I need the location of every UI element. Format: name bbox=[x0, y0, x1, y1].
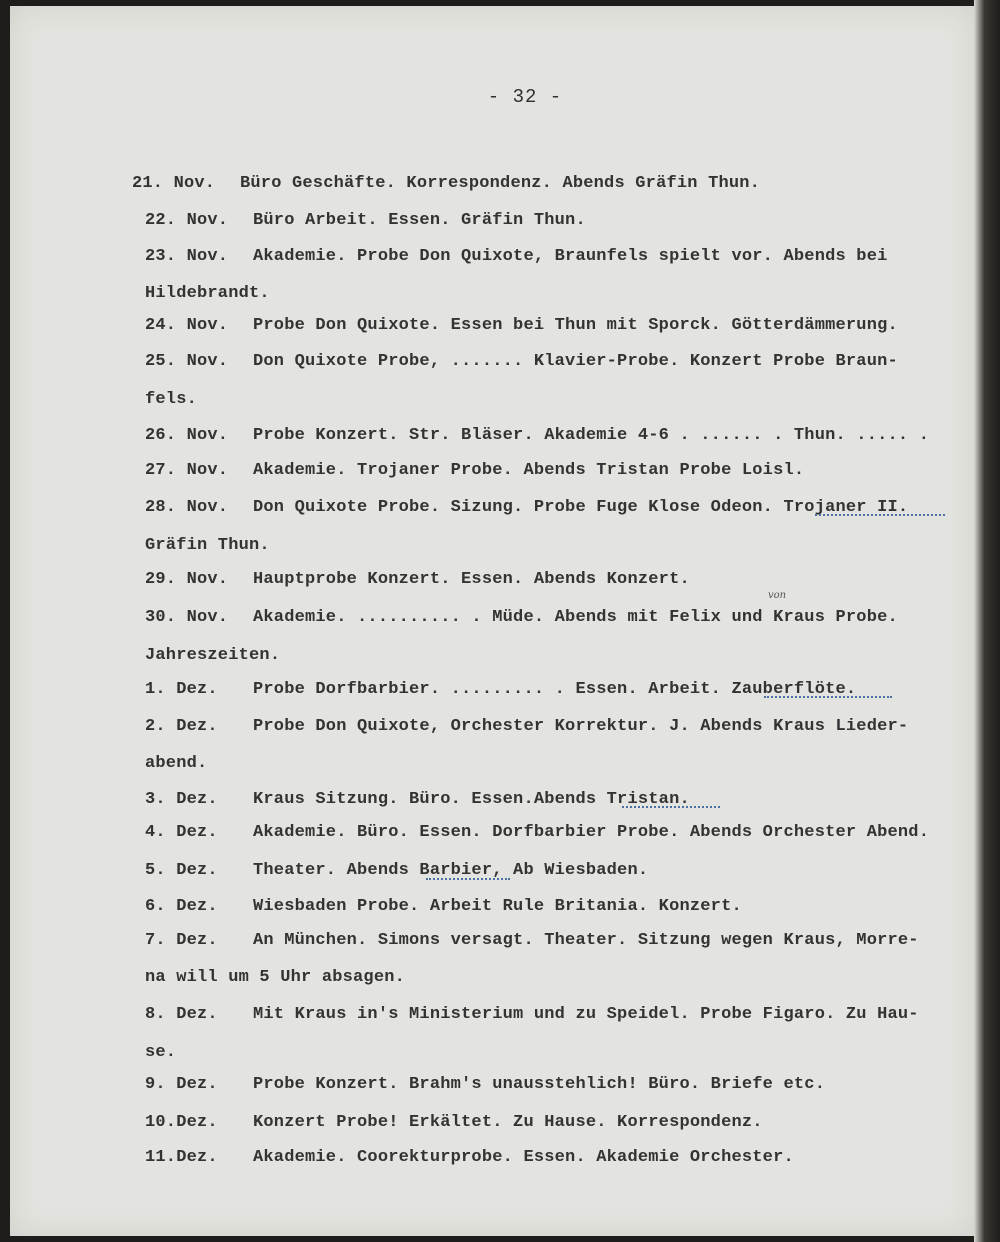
entry-date: 9. Dez. bbox=[145, 1075, 218, 1094]
entry-line bbox=[145, 897, 742, 916]
entry-line bbox=[145, 1075, 825, 1094]
entry-line bbox=[145, 247, 888, 266]
entry-line bbox=[145, 1005, 919, 1024]
entry-text: Probe Konzert. Brahm's unausstehlich! Büro. Briefe etc. bbox=[253, 1075, 826, 1094]
entry-line bbox=[145, 1043, 176, 1062]
entry-date: 10.Dez. bbox=[145, 1113, 218, 1132]
entry-text: na will um 5 Uhr absagen. bbox=[145, 968, 406, 987]
entry-line bbox=[145, 284, 270, 303]
entry-date: 28. Nov. bbox=[145, 498, 229, 517]
entry-line bbox=[145, 823, 929, 842]
entry-line bbox=[145, 211, 586, 230]
entry-line bbox=[145, 717, 908, 736]
entry-line bbox=[145, 754, 207, 773]
entry-text: Probe Don Quixote, Orchester Korrektur. J. Abends Kraus Lieder- bbox=[253, 717, 909, 736]
entry-line bbox=[145, 1113, 763, 1132]
entry-line bbox=[145, 390, 197, 409]
entry-text: Probe Konzert. Str. Bläser. Akademie 4-6 . ...... . Thun. ..... . bbox=[253, 426, 930, 445]
entry-text: Wiesbaden Probe. Arbeit Rule Britania. Konzert. bbox=[253, 897, 742, 916]
entry-text: abend. bbox=[145, 754, 208, 773]
entry-date: 11.Dez. bbox=[145, 1148, 218, 1167]
entry-text: fels. bbox=[145, 390, 198, 409]
entry-date: 22. Nov. bbox=[145, 211, 229, 230]
entry-text: Akademie. Probe Don Quixote, Braunfels spielt vor. Abends bei bbox=[253, 247, 888, 266]
entry-date: 7. Dez. bbox=[145, 931, 218, 950]
entry-line bbox=[145, 680, 856, 699]
underline-mark bbox=[764, 696, 892, 698]
entry-line bbox=[145, 968, 405, 987]
entry-text: Gräfin Thun. bbox=[145, 536, 270, 555]
entry-text: se. bbox=[145, 1043, 177, 1062]
entry-date: 5. Dez. bbox=[145, 861, 218, 880]
entry-date: 24. Nov. bbox=[145, 316, 229, 335]
entry-text: Akademie. Trojaner Probe. Abends Tristan Probe Loisl. bbox=[253, 461, 805, 480]
underline-mark bbox=[426, 878, 510, 880]
entry-text: Konzert Probe! Erkältet. Zu Hause. Korrespondenz. bbox=[253, 1113, 763, 1132]
entry-text: Hauptprobe Konzert. Essen. Abends Konzert. bbox=[253, 570, 690, 589]
entry-line bbox=[145, 426, 929, 445]
entry-text: Mit Kraus in's Ministerium und zu Speidel. Probe Figaro. Zu Hau- bbox=[253, 1005, 919, 1024]
underline-mark bbox=[815, 514, 945, 516]
entry-text: Büro Arbeit. Essen. Gräfin Thun. bbox=[253, 211, 586, 230]
entry-date: 25. Nov. bbox=[145, 352, 229, 371]
entry-line bbox=[145, 861, 648, 880]
handwritten-correction: von bbox=[768, 590, 787, 601]
entry-line bbox=[145, 931, 919, 950]
entry-line bbox=[145, 646, 280, 665]
entry-text: Probe Don Quixote. Essen bei Thun mit Sporck. Götterdämmerung. bbox=[253, 316, 898, 335]
page-number: - 32 - bbox=[487, 86, 563, 108]
entry-date: 27. Nov. bbox=[145, 461, 229, 480]
entry-line bbox=[145, 608, 898, 627]
entry-text: Hildebrandt. bbox=[145, 284, 270, 303]
entry-date: 3. Dez. bbox=[145, 790, 218, 809]
entry-text: Kraus Sitzung. Büro. Essen.Abends Tristan. bbox=[253, 790, 690, 809]
entry-date: 4. Dez. bbox=[145, 823, 218, 842]
entry-text: Akademie. Büro. Essen. Dorfbarbier Probe. Abends Orchester Abend. bbox=[253, 823, 930, 842]
entry-text: Akademie. .......... . Müde. Abends mit Felix und Kraus Probe. bbox=[253, 608, 898, 627]
entry-text: Büro Geschäfte. Korrespondenz. Abends Gräfin Thun. bbox=[240, 174, 761, 193]
entry-line bbox=[145, 790, 690, 809]
underline-mark bbox=[622, 806, 720, 808]
entry-date: 29. Nov. bbox=[145, 570, 229, 589]
entry-text: Don Quixote Probe. Sizung. Probe Fuge Klose Odeon. Trojaner II. bbox=[253, 498, 909, 517]
entry-line bbox=[145, 536, 270, 555]
entry-date: 21. Nov. bbox=[132, 174, 216, 193]
entry-date: 23. Nov. bbox=[145, 247, 229, 266]
entry-text: Jahreszeiten. bbox=[145, 646, 281, 665]
entry-line bbox=[145, 352, 898, 371]
entry-text: Probe Dorfbarbier. ......... . Essen. Arbeit. Zauberflöte. bbox=[253, 680, 857, 699]
entry-line bbox=[145, 316, 898, 335]
entry-line bbox=[145, 461, 804, 480]
entry-date: 1. Dez. bbox=[145, 680, 218, 699]
entry-line bbox=[145, 570, 690, 589]
entry-line bbox=[145, 498, 908, 517]
entry-date: 26. Nov. bbox=[145, 426, 229, 445]
entry-date: 2. Dez. bbox=[145, 717, 218, 736]
entry-text: Akademie. Coorekturprobe. Essen. Akademie Orchester. bbox=[253, 1148, 794, 1167]
entry-date: 6. Dez. bbox=[145, 897, 218, 916]
entry-line bbox=[145, 1148, 794, 1167]
entry-text: Theater. Abends Barbier, Ab Wiesbaden. bbox=[253, 861, 649, 880]
entry-text: An München. Simons versagt. Theater. Sitzung wegen Kraus, Morre- bbox=[253, 931, 919, 950]
entry-line bbox=[132, 174, 760, 193]
entry-date: 30. Nov. bbox=[145, 608, 229, 627]
entry-text: Don Quixote Probe, ....... Klavier-Probe. Konzert Probe Braun- bbox=[253, 352, 898, 371]
entry-date: 8. Dez. bbox=[145, 1005, 218, 1024]
